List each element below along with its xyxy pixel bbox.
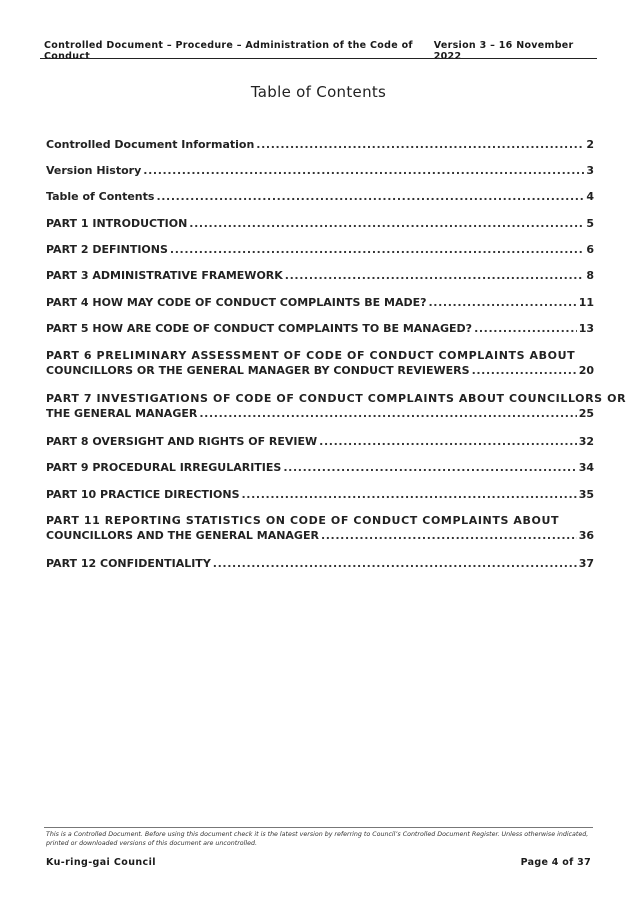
toc-entry[interactable]: [46, 513, 594, 543]
toc-entry-title: PART 12 CONFIDENTIALITY: [46, 557, 211, 570]
toc-entry-page-number: 2: [586, 138, 594, 151]
toc-dot-leader: [170, 242, 584, 257]
toc-entry[interactable]: [46, 487, 594, 502]
toc-dot-leader: [429, 295, 577, 310]
toc-entry-page-number: 37: [578, 557, 594, 570]
toc-entry[interactable]: [46, 242, 594, 257]
toc-dot-leader: [156, 189, 584, 204]
toc-entry-page-number: 35: [578, 488, 594, 501]
toc-entry-title-line: PART 7 INVESTIGATIONS OF CODE OF CONDUCT COMPLAINTS ABOUT COUNCILLORS OR: [46, 392, 627, 405]
toc-dot-leader: [189, 216, 584, 231]
toc-entry[interactable]: [46, 163, 594, 178]
toc-entry-page-number: 34: [578, 461, 594, 474]
toc-dot-leader: [472, 363, 577, 378]
toc-entry-page-number: 13: [578, 322, 594, 335]
toc-entry-title-line: PART 6 PRELIMINARY ASSESSMENT OF CODE OF CONDUCT COMPLAINTS ABOUT: [46, 349, 576, 362]
toc-entry-page-number: 8: [586, 269, 594, 282]
toc-entry-title: COUNCILLORS AND THE GENERAL MANAGER: [46, 529, 319, 542]
toc-dot-leader: [283, 460, 576, 475]
toc-entry-page-number: 3: [586, 164, 594, 177]
toc-entry[interactable]: [46, 216, 594, 231]
header-divider: [40, 58, 597, 59]
toc-entry-title: Controlled Document Information: [46, 138, 255, 151]
header-version: Version 3 – 16 November 2022: [433, 40, 574, 62]
toc-entry[interactable]: [46, 556, 594, 571]
toc-dot-leader: [143, 163, 584, 178]
toc-entry-title: PART 1 INTRODUCTION: [46, 217, 188, 230]
toc-entry[interactable]: [46, 189, 594, 204]
toc-entry[interactable]: [46, 137, 594, 152]
toc-entry[interactable]: [46, 460, 594, 475]
toc-title: Table of Contents: [250, 83, 387, 101]
toc-entry[interactable]: [46, 348, 594, 378]
toc-dot-leader: [321, 528, 577, 543]
toc-entry[interactable]: [46, 268, 594, 283]
toc-entry-title: COUNCILLORS OR THE GENERAL MANAGER BY CONDUCT REVIEWERS: [46, 364, 470, 377]
toc-entry-page-number: 25: [578, 407, 594, 420]
toc-entry-title: Version History: [46, 164, 142, 177]
toc-dot-leader: [242, 487, 577, 502]
toc-entry[interactable]: [46, 295, 594, 310]
toc-entry-page-number: 4: [586, 190, 594, 203]
toc-entry-page-number: 32: [578, 435, 594, 448]
toc-entry-title: PART 2 DEFINTIONS: [46, 243, 168, 256]
toc-entry-page-number: 20: [578, 364, 594, 377]
toc-entry-page-number: 11: [578, 296, 594, 309]
toc-entry-title: PART 9 PROCEDURAL IRREGULARITIES: [46, 461, 282, 474]
header-document-title: Controlled Document – Procedure – Administration of the Code of Conduct: [44, 40, 413, 62]
toc-entry-page-number: 36: [578, 529, 594, 542]
controlled-document-notice: This is a Controlled Document. Before using this document check it is the latest version by referring to Council’s Controlled Document Register. Unless otherwise indicated, printed or downloaded versions of this document are uncontrolled.: [46, 831, 589, 847]
footer-page-number: Page 4 of 37: [520, 857, 591, 868]
toc-entry-page-number: 6: [586, 243, 594, 256]
toc-entry-page-number: 5: [586, 217, 594, 230]
toc-entry[interactable]: [46, 391, 627, 421]
toc-entry[interactable]: [46, 321, 594, 336]
toc-entry-title: PART 10 PRACTICE DIRECTIONS: [46, 488, 240, 501]
toc-dot-leader: [256, 137, 584, 152]
toc-dot-leader: [199, 406, 576, 421]
toc-dot-leader: [285, 268, 585, 283]
toc-entry-title: Table of Contents: [46, 190, 155, 203]
toc-dot-leader: [319, 434, 577, 449]
toc-entry-title: THE GENERAL MANAGER: [46, 407, 198, 420]
toc-entry[interactable]: [46, 434, 594, 449]
toc-entry-title: PART 8 OVERSIGHT AND RIGHTS OF REVIEW: [46, 435, 318, 448]
toc-entry-title: PART 4 HOW MAY CODE OF CONDUCT COMPLAINTS BE MADE?: [46, 296, 427, 309]
toc-entry-title: PART 5 HOW ARE CODE OF CONDUCT COMPLAINTS TO BE MANAGED?: [46, 322, 473, 335]
footer-divider: [44, 827, 593, 828]
toc-entry-title: PART 3 ADMINISTRATIVE FRAMEWORK: [46, 269, 283, 282]
toc-entry-title-line: PART 11 REPORTING STATISTICS ON CODE OF CONDUCT COMPLAINTS ABOUT: [46, 514, 560, 527]
footer-organization: Ku-ring-gai Council: [46, 857, 156, 868]
toc-dot-leader: [213, 556, 577, 571]
toc-dot-leader: [474, 321, 577, 336]
